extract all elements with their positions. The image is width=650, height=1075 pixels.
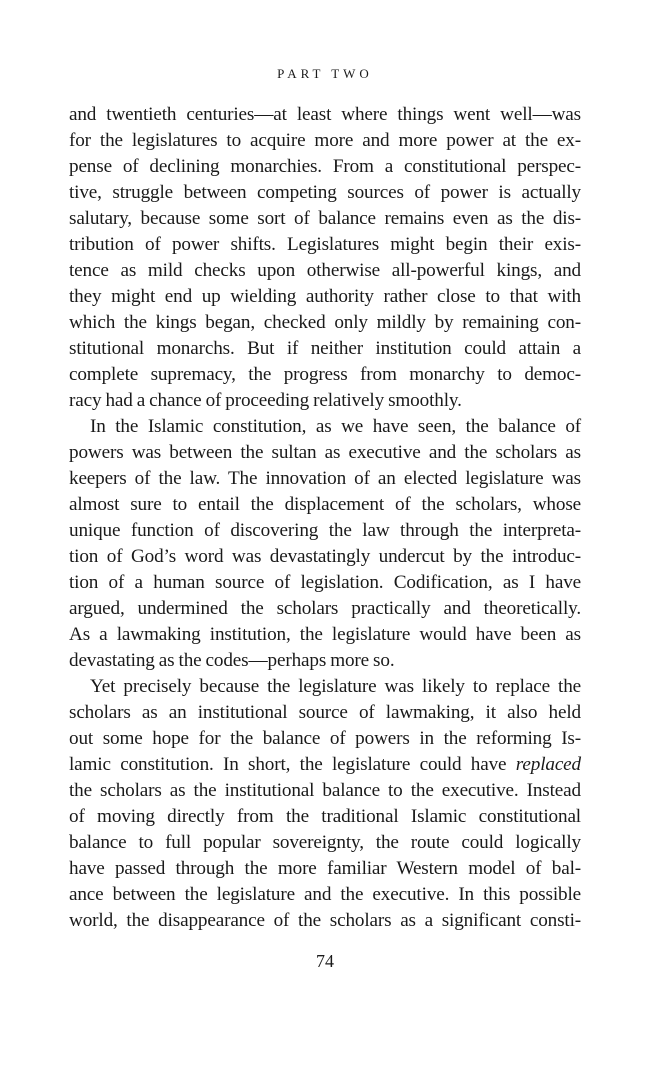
text-line: unique function of discovering the law through the interpreta-: [69, 520, 581, 541]
text-line: of moving directly from the traditional Islamic constitutional: [69, 806, 581, 827]
text-line: powers was between the sultan as executive and the scholars as: [69, 442, 581, 463]
paragraph: [69, 414, 581, 674]
text-line: almost sure to entail the displacement of the scholars, whose: [69, 494, 581, 515]
emphasis: replaced: [515, 754, 581, 775]
text-line: lamic constitution. In short, the legislature could have replaced: [69, 754, 581, 775]
text-line: tence as mild checks upon otherwise all-powerful kings, and: [69, 260, 581, 281]
text-line: tribution of power shifts. Legislatures might begin their exis-: [69, 234, 581, 255]
paragraph: [69, 102, 581, 414]
text-line: ance between the legislature and the executive. In this possible: [69, 884, 581, 905]
paragraph: [69, 674, 581, 934]
text-line: argued, undermined the scholars practically and theoretically.: [69, 598, 581, 619]
text-line: they might end up wielding authority rather close to that with: [69, 286, 581, 307]
text-line: scholars as an institutional source of lawmaking, it also held: [69, 702, 581, 723]
text-line: out some hope for the balance of powers in the reforming Is-: [69, 728, 581, 749]
text-line: and twentieth centuries—at least where things went well—was: [69, 104, 581, 125]
text-line: devastating as the codes—perhaps more so.: [69, 650, 395, 671]
text-line: the scholars as the institutional balance to the executive. Instead: [69, 780, 581, 801]
text-line: complete supremacy, the progress from monarchy to democ-: [69, 364, 581, 385]
text-line: tion of a human source of legislation. Codification, as I have: [69, 572, 581, 593]
text-line: pense of declining monarchies. From a constitutional perspec-: [69, 156, 581, 177]
text-line: tion of God’s word was devastatingly undercut by the introduc-: [69, 546, 581, 567]
text-line: As a lawmaking institution, the legislature would have been as: [69, 624, 581, 645]
text-line: have passed through the more familiar Western model of bal-: [69, 858, 581, 879]
text-line: salutary, because some sort of balance remains even as the dis-: [69, 208, 581, 229]
text-line: for the legislatures to acquire more and more power at the ex-: [69, 130, 581, 151]
running-head: PART TWO: [277, 66, 373, 81]
text-line: stitutional monarchs. But if neither institution could attain a: [69, 338, 581, 359]
text-line: Yet precisely because the legislature was likely to replace the: [90, 676, 581, 697]
text-line: tive, struggle between competing sources of power is actually: [69, 182, 581, 203]
text-line: balance to full popular sovereignty, the route could logically: [69, 832, 581, 853]
text-line: racy had a chance of proceeding relatively smoothly.: [69, 390, 462, 411]
text-line: world, the disappearance of the scholars as a significant consti-: [69, 910, 581, 931]
text-line: which the kings began, checked only mildly by remaining con-: [69, 312, 581, 333]
page-number: 74: [316, 951, 334, 971]
body-text: [69, 102, 581, 934]
text-line: keepers of the law. The innovation of an elected legislature was: [69, 468, 581, 489]
text-line: In the Islamic constitution, as we have seen, the balance of: [90, 416, 581, 437]
